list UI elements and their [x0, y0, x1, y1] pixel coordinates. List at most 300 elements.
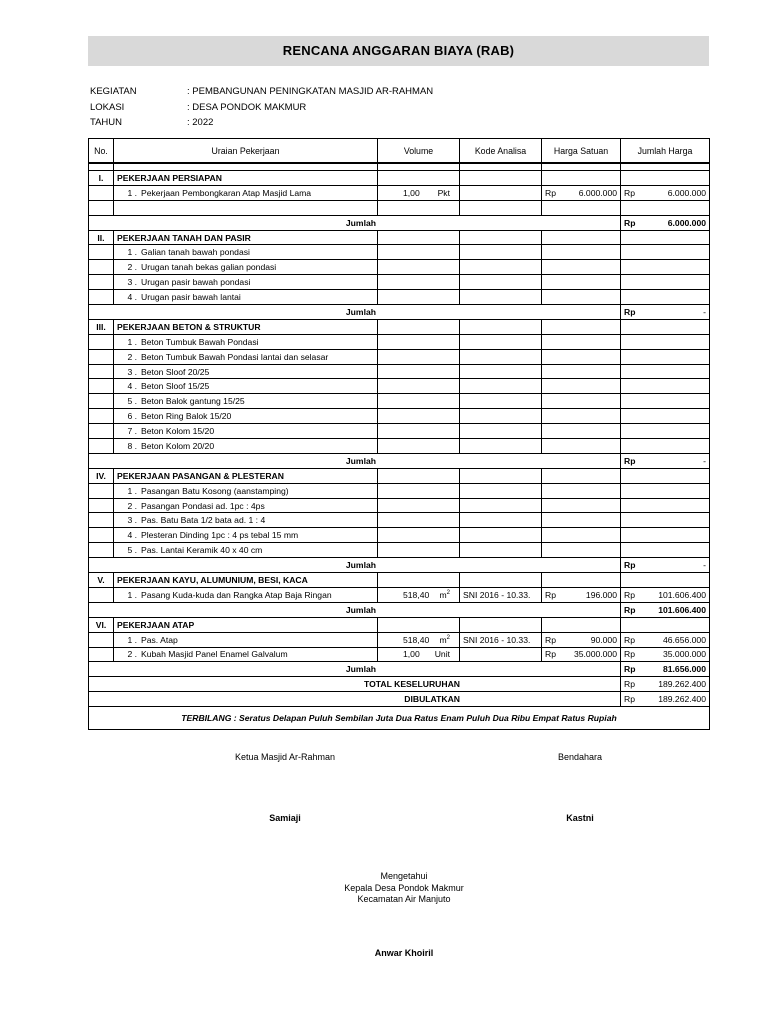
item-volume: 1,00	[403, 649, 420, 660]
item-row	[89, 290, 710, 305]
empty-cell	[621, 573, 710, 588]
item-desc-cell	[114, 587, 378, 602]
item-number: 2 .	[127, 500, 137, 511]
item-row	[89, 498, 710, 513]
item-kode-cell	[460, 483, 542, 498]
empty-cell	[89, 528, 114, 543]
item-row	[89, 394, 710, 409]
item-kode-cell	[460, 364, 542, 379]
item-harga-cell	[542, 528, 621, 543]
item-desc-cell	[114, 424, 378, 439]
item-description: Pas. Atap	[141, 634, 178, 645]
item-jumlah-cell	[621, 587, 710, 602]
item-volume: 1,00	[403, 187, 420, 198]
jumlah-row	[89, 453, 710, 468]
section-title: PEKERJAAN PERSIAPAN	[117, 172, 222, 183]
item-harga-cell	[542, 245, 621, 260]
section-total: -	[703, 306, 706, 317]
item-desc-cell	[114, 439, 378, 454]
item-desc-cell	[114, 483, 378, 498]
section-no: II.	[97, 232, 105, 243]
meta-label: KEGIATAN	[90, 86, 137, 97]
section-no: VI.	[95, 619, 107, 630]
jumlah-value-cell	[621, 305, 710, 320]
item-description: Plesteran Dinding 1pc : 4 ps tebal 15 mm	[141, 530, 299, 541]
item-row	[89, 587, 710, 602]
item-jumlah-cell	[621, 185, 710, 200]
item-number: 2 .	[127, 649, 137, 660]
rab-table	[88, 138, 710, 730]
item-harga-cell	[542, 587, 621, 602]
section-title-cell	[114, 468, 378, 483]
item-harga-cell	[542, 498, 621, 513]
item-jumlah-cell	[621, 424, 710, 439]
empty-cell	[621, 230, 710, 245]
section-no-cell	[89, 171, 114, 186]
jumlah-label: Jumlah	[89, 215, 621, 230]
item-jumlah-cell	[621, 364, 710, 379]
currency: Rp	[624, 187, 635, 198]
section-title: PEKERJAAN ATAP	[117, 619, 195, 630]
item-volume-cell	[378, 424, 460, 439]
section-row	[89, 468, 710, 483]
empty-cell	[89, 364, 114, 379]
jumlah-label: Jumlah	[89, 662, 621, 677]
item-description: Beton Sloof 20/25	[141, 366, 210, 377]
mengetahui-line: Kecamatan Air Manjuto	[357, 894, 451, 904]
dibulatkan-row	[89, 692, 710, 707]
item-number: 3 .	[127, 366, 137, 377]
currency: Rp	[624, 455, 636, 466]
item-description: Pekerjaan Pembongkaran Atap Masjid Lama	[141, 187, 312, 198]
empty-cell	[378, 468, 460, 483]
document-title: RENCANA ANGGARAN BIAYA (RAB)	[88, 36, 709, 66]
currency: Rp	[624, 634, 635, 645]
jumlah-row	[89, 662, 710, 677]
empty-cell	[542, 230, 621, 245]
section-title-cell	[114, 617, 378, 632]
item-number: 1 .	[127, 485, 137, 496]
item-number: 1 .	[127, 589, 137, 600]
item-desc-cell	[114, 185, 378, 200]
empty-cell	[460, 200, 542, 215]
item-volume-cell	[378, 185, 460, 200]
meta-value: : DESA PONDOK MAKMUR	[187, 101, 307, 113]
currency: Rp	[624, 664, 636, 675]
section-no: IV.	[96, 470, 106, 481]
item-desc-cell	[114, 275, 378, 290]
spacer-row	[89, 163, 710, 171]
item-jumlah-cell	[621, 498, 710, 513]
item-harga-cell	[542, 483, 621, 498]
empty-cell	[89, 632, 114, 647]
item-description: Pasang Kuda-kuda dan Rangka Atap Baja Ringan	[141, 589, 332, 600]
item-row	[89, 379, 710, 394]
header-volume: Volume	[378, 139, 460, 164]
item-desc-cell	[114, 394, 378, 409]
item-harga-cell	[542, 513, 621, 528]
item-desc-cell	[114, 498, 378, 513]
terbilang-row	[89, 707, 710, 730]
meta-label: TAHUN	[90, 117, 123, 128]
item-number: 2 .	[127, 351, 137, 362]
empty-cell	[378, 171, 460, 186]
currency: Rp	[624, 306, 636, 317]
section-no: I.	[98, 172, 104, 183]
section-no-cell	[89, 573, 114, 588]
currency: Rp	[545, 634, 556, 645]
item-kode-cell	[460, 379, 542, 394]
item-volume-cell	[378, 245, 460, 260]
item-volume-cell	[378, 632, 460, 647]
item-description: Beton Balok gantung 15/25	[141, 396, 245, 407]
section-no: V.	[97, 574, 105, 585]
item-description: Pas. Batu Bata 1/2 bata ad. 1 : 4	[141, 515, 266, 526]
item-volume-cell	[378, 394, 460, 409]
empty-cell	[89, 200, 114, 215]
left-signature-name: Samiaji	[269, 813, 301, 823]
item-number: 1 .	[127, 247, 137, 258]
empty-cell	[89, 349, 114, 364]
item-jumlah: 6.000.000	[667, 187, 706, 198]
section-no-cell	[89, 319, 114, 334]
currency: Rp	[545, 649, 556, 660]
item-jumlah: 46.656.000	[662, 634, 706, 645]
empty-cell	[89, 439, 114, 454]
item-unit: $m^2$	[439, 589, 450, 600]
item-kode-cell	[460, 334, 542, 349]
item-volume-cell	[378, 543, 460, 558]
empty-cell	[542, 319, 621, 334]
empty-cell	[378, 319, 460, 334]
item-row	[89, 275, 710, 290]
item-number: 3 .	[127, 277, 137, 288]
spacer-cell	[621, 163, 710, 171]
item-volume-cell	[378, 364, 460, 379]
header-kode: Kode Analisa	[460, 139, 542, 164]
empty-cell	[89, 334, 114, 349]
jumlah-label: Jumlah	[89, 602, 621, 617]
item-description: Beton Tumbuk Bawah Pondasi lantai dan selasar	[141, 351, 329, 362]
section-title-cell	[114, 319, 378, 334]
empty-cell	[378, 573, 460, 588]
item-volume: 518,40	[403, 634, 430, 645]
empty-cell	[89, 245, 114, 260]
item-kode-cell	[460, 543, 542, 558]
mengetahui-line: Kepala Desa Pondok Makmur	[344, 882, 464, 893]
item-jumlah-cell	[621, 245, 710, 260]
jumlah-value-cell	[621, 215, 710, 230]
item-description: Pasangan Batu Kosong (aanstamping)	[141, 485, 289, 496]
item-harga: 6.000.000	[578, 187, 617, 198]
item-volume-cell	[378, 260, 460, 275]
empty-cell	[621, 617, 710, 632]
item-kode-cell	[460, 245, 542, 260]
item-kode: SNI 2016 - 10.33.	[463, 634, 531, 645]
empty-cell	[460, 573, 542, 588]
item-number: 2 .	[127, 262, 137, 273]
item-kode-cell	[460, 260, 542, 275]
empty-cell	[460, 319, 542, 334]
section-total: -	[703, 560, 706, 571]
empty-cell	[89, 513, 114, 528]
item-harga-cell	[542, 260, 621, 275]
item-number: 1 .	[127, 187, 137, 198]
item-row	[89, 424, 710, 439]
item-description: Pas. Lantai Keramik 40 x 40 cm	[141, 545, 263, 556]
empty-cell	[89, 543, 114, 558]
item-harga-cell	[542, 632, 621, 647]
currency: Rp	[624, 589, 635, 600]
terbilang-text: TERBILANG : Seratus Delapan Puluh Sembilan Juta Dua Ratus Enam Puluh Dua Ribu Empat Ratus Rupiah	[89, 707, 710, 730]
item-number: 5 .	[127, 545, 137, 556]
item-kode-cell	[460, 647, 542, 662]
header-uraian: Uraian Pekerjaan	[114, 139, 378, 164]
total-keseluruhan-row	[89, 677, 710, 692]
empty-cell	[89, 483, 114, 498]
empty-cell	[460, 230, 542, 245]
section-row	[89, 617, 710, 632]
item-row	[89, 483, 710, 498]
item-harga: 35.000.000	[573, 649, 617, 660]
item-kode: SNI 2016 - 10.33.	[463, 589, 531, 600]
item-jumlah-cell	[621, 275, 710, 290]
item-desc-cell	[114, 260, 378, 275]
item-jumlah-cell	[621, 632, 710, 647]
table-body	[89, 163, 710, 677]
item-row	[89, 334, 710, 349]
item-jumlah-cell	[621, 260, 710, 275]
meta-label: LOKASI	[90, 101, 125, 113]
mengetahui-block	[284, 871, 524, 906]
item-volume-cell	[378, 647, 460, 662]
item-row	[89, 245, 710, 260]
item-jumlah-cell	[621, 409, 710, 424]
currency: Rp	[624, 560, 636, 571]
item-description: Beton Sloof 15/25	[141, 381, 210, 392]
item-harga-cell	[542, 275, 621, 290]
item-unit: Pkt	[437, 187, 450, 198]
item-description: Galian tanah bawah pondasi	[141, 247, 250, 258]
section-no-cell	[89, 617, 114, 632]
item-desc-cell	[114, 528, 378, 543]
item-volume-cell	[378, 379, 460, 394]
spacer-cell	[460, 163, 542, 171]
item-harga-cell	[542, 647, 621, 662]
item-volume: 518,40	[403, 589, 430, 600]
section-title-cell	[114, 573, 378, 588]
empty-cell	[89, 424, 114, 439]
item-desc-cell	[114, 543, 378, 558]
dibulatkan-amount: 189.262.400	[658, 694, 706, 705]
empty-cell	[460, 617, 542, 632]
item-kode-cell	[460, 349, 542, 364]
item-description: Urugan pasir bawah lantai	[141, 292, 241, 303]
item-desc-cell	[114, 245, 378, 260]
empty-cell	[378, 200, 460, 215]
item-number: 5 .	[127, 396, 137, 407]
section-row	[89, 319, 710, 334]
item-desc-cell	[114, 290, 378, 305]
empty-cell	[460, 171, 542, 186]
currency: Rp	[624, 649, 635, 660]
section-row	[89, 230, 710, 245]
empty-cell	[89, 379, 114, 394]
jumlah-row	[89, 602, 710, 617]
meta-value: : 2022	[187, 117, 214, 128]
center-signature-name: Anwar Khoiril	[374, 948, 434, 958]
spacer-cell	[542, 163, 621, 171]
item-volume-cell	[378, 513, 460, 528]
item-kode-cell	[460, 409, 542, 424]
item-desc-cell	[114, 364, 378, 379]
empty-cell	[89, 647, 114, 662]
item-jumlah-cell	[621, 647, 710, 662]
empty-cell	[621, 468, 710, 483]
item-harga-cell	[542, 334, 621, 349]
item-harga-cell	[542, 543, 621, 558]
item-number: 1 .	[127, 634, 137, 645]
item-volume-cell	[378, 483, 460, 498]
item-jumlah-cell	[621, 290, 710, 305]
item-harga: 90.000	[590, 634, 617, 645]
item-harga-cell	[542, 290, 621, 305]
item-description: Urugan tanah bekas galian pondasi	[141, 262, 277, 273]
item-desc-cell	[114, 513, 378, 528]
item-harga-cell	[542, 349, 621, 364]
item-row	[89, 647, 710, 662]
item-harga-cell	[542, 379, 621, 394]
empty-cell	[89, 498, 114, 513]
item-kode-cell	[460, 528, 542, 543]
empty-cell	[378, 230, 460, 245]
table-header-row	[89, 139, 710, 164]
item-jumlah-cell	[621, 349, 710, 364]
item-row	[89, 260, 710, 275]
item-desc-cell	[114, 632, 378, 647]
item-jumlah-cell	[621, 513, 710, 528]
section-total: -	[703, 455, 706, 466]
meta-value: : PEMBANGUNAN PENINGKATAN MASJID AR-RAHMAN	[187, 86, 434, 97]
item-kode-cell	[460, 498, 542, 513]
empty-cell	[89, 260, 114, 275]
item-jumlah-cell	[621, 379, 710, 394]
section-total: 6.000.000	[667, 217, 706, 228]
item-kode-cell	[460, 275, 542, 290]
item-unit: Unit	[434, 649, 450, 660]
item-row	[89, 513, 710, 528]
empty-cell	[89, 409, 114, 424]
header-harga: Harga Satuan	[542, 139, 621, 164]
item-kode-cell	[460, 513, 542, 528]
jumlah-row	[89, 558, 710, 573]
section-total: 81.656.000	[662, 664, 706, 675]
item-description: Kubah Masjid Panel Enamel Galvalum	[141, 649, 288, 660]
item-volume-cell	[378, 290, 460, 305]
item-kode-cell	[460, 439, 542, 454]
item-desc-cell	[114, 349, 378, 364]
total-label: TOTAL KESELURUHAN	[89, 677, 621, 692]
empty-cell	[621, 171, 710, 186]
item-jumlah-cell	[621, 439, 710, 454]
item-description: Beton Tumbuk Bawah Pondasi	[141, 336, 259, 347]
item-kode-cell	[460, 587, 542, 602]
section-row	[89, 573, 710, 588]
item-desc-cell	[114, 379, 378, 394]
empty-cell	[89, 587, 114, 602]
empty-cell	[114, 200, 378, 215]
item-number: 4 .	[127, 530, 137, 541]
item-row	[89, 543, 710, 558]
item-kode-cell	[460, 424, 542, 439]
currency: Rp	[624, 604, 636, 615]
empty-cell	[542, 617, 621, 632]
item-kode-cell	[460, 394, 542, 409]
item-row	[89, 439, 710, 454]
jumlah-value-cell	[621, 662, 710, 677]
currency: Rp	[545, 187, 556, 198]
item-harga-cell	[542, 185, 621, 200]
item-number: 8 .	[127, 440, 137, 451]
dibulatkan-value	[621, 692, 710, 707]
section-title: PEKERJAAN KAYU, ALUMUNIUM, BESI, KACA	[117, 574, 308, 585]
mengetahui-line: Mengetahui	[380, 871, 428, 881]
spacer-cell	[378, 163, 460, 171]
jumlah-value-cell	[621, 602, 710, 617]
dibulatkan-label: DIBULATKAN	[89, 692, 621, 707]
item-row	[89, 409, 710, 424]
item-description: Beton Kolom 15/20	[141, 426, 215, 437]
currency: Rp	[545, 589, 556, 600]
section-title: PEKERJAAN TANAH DAN PASIR	[117, 232, 251, 243]
empty-cell	[460, 468, 542, 483]
item-volume-cell	[378, 275, 460, 290]
total-value	[621, 677, 710, 692]
item-volume-cell	[378, 498, 460, 513]
empty-cell	[542, 171, 621, 186]
section-row	[89, 171, 710, 186]
left-signature-role: Ketua Masjid Ar-Rahman	[234, 752, 336, 762]
item-harga-cell	[542, 394, 621, 409]
item-harga-cell	[542, 424, 621, 439]
item-row	[89, 528, 710, 543]
item-volume-cell	[378, 409, 460, 424]
currency: Rp	[624, 217, 636, 228]
currency: Rp	[624, 679, 635, 690]
item-description: Urugan pasir bawah pondasi	[141, 277, 251, 288]
item-harga-cell	[542, 409, 621, 424]
item-number: 4 .	[127, 292, 137, 303]
spacer-cell	[114, 163, 378, 171]
item-desc-cell	[114, 334, 378, 349]
section-title: PEKERJAAN PASANGAN & PLESTERAN	[117, 470, 284, 481]
item-jumlah: 35.000.000	[662, 649, 706, 660]
item-jumlah-cell	[621, 334, 710, 349]
jumlah-value-cell	[621, 558, 710, 573]
item-harga-cell	[542, 439, 621, 454]
empty-cell	[89, 394, 114, 409]
empty-cell	[89, 185, 114, 200]
item-row	[89, 349, 710, 364]
item-volume-cell	[378, 334, 460, 349]
jumlah-row	[89, 215, 710, 230]
item-volume-cell	[378, 349, 460, 364]
right-signature-role: Bendahara	[557, 752, 603, 762]
item-number: 4 .	[127, 381, 137, 392]
item-number: 1 .	[127, 336, 137, 347]
section-no-cell	[89, 468, 114, 483]
item-kode-cell	[460, 290, 542, 305]
